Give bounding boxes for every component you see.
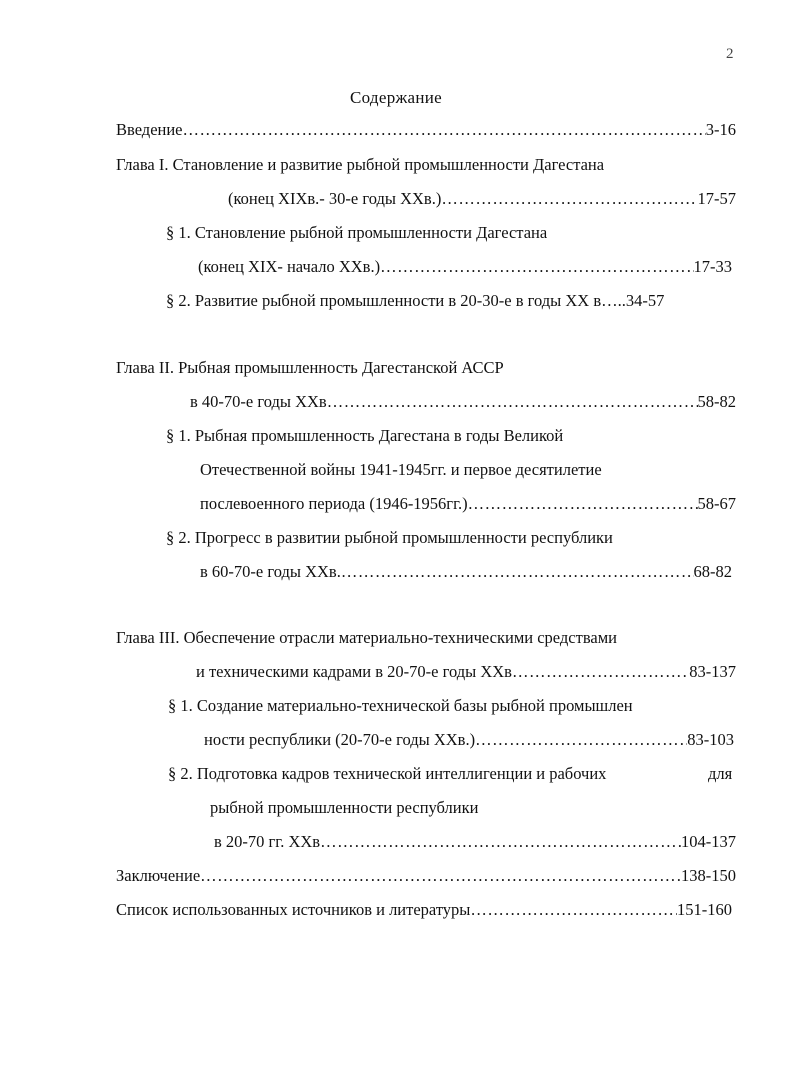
- leader-dots: [468, 494, 698, 514]
- toc-entry-pages: 104-137: [681, 832, 736, 851]
- leader-dots: [380, 257, 693, 277]
- toc-section-3-2-line1-end: для: [708, 764, 733, 783]
- toc-section-1-2[interactable]: [166, 291, 736, 311]
- toc-entry-label: и техническими кадрами в 20-70-е годы ХХв: [196, 662, 512, 681]
- toc-entry-pages: 58-67: [697, 494, 736, 513]
- toc-section-2-1-line1[interactable]: § 1. Рыбная промышленность Дагестана в годы Великой: [166, 426, 564, 445]
- leader-dots: [183, 120, 706, 140]
- toc-entry-label: Заключение: [116, 866, 201, 885]
- toc-entry-intro[interactable]: [116, 120, 736, 140]
- toc-entry-label: (конец XIХв.- 30-е годы ХХв.): [228, 189, 442, 208]
- toc-entry-label: в 20-70 гг. ХХв: [214, 832, 321, 851]
- toc-section-2-2-line2[interactable]: [200, 562, 732, 582]
- toc-chapter-2-title[interactable]: Глава II. Рыбная промышленность Дагестанской АССР: [116, 358, 504, 377]
- toc-entry-label: (конец XIX- начало XXв.): [198, 257, 381, 276]
- toc-entry-label: в 40-70-е годы XXв: [190, 392, 327, 411]
- toc-section-3-2-line1[interactable]: § 2. Подготовка кадров технической интеллигенции и рабочих: [168, 764, 607, 783]
- toc-entry-label: Список использованных источников и литературы: [116, 900, 471, 919]
- toc-entry-bibliography[interactable]: [116, 900, 732, 920]
- toc-chapter-3-title[interactable]: Глава III. Обеспечение отрасли материально-техническими средствами: [116, 628, 618, 647]
- toc-entry-pages: 17-57: [697, 189, 736, 208]
- toc-section-3-1-line1[interactable]: § 1. Создание материально-технической базы рыбной промышлен: [168, 696, 633, 715]
- toc-entry-pages: 151-160: [677, 900, 732, 919]
- toc-section-1-1-sub[interactable]: [198, 257, 732, 277]
- toc-entry-label: послевоенного периода (1946-1956гг.): [200, 494, 468, 513]
- page-number: 2: [726, 46, 734, 62]
- toc-entry-label: Введение: [116, 120, 183, 139]
- leader-dots: [475, 730, 687, 750]
- leader-dots: [512, 662, 689, 682]
- page-title: Содержание: [349, 88, 443, 107]
- leader-dots: [320, 832, 681, 852]
- toc-entry-pages: 58-82: [697, 392, 736, 411]
- toc-section-3-2-line3[interactable]: [214, 832, 736, 852]
- toc-chapter-2-sub[interactable]: [190, 392, 736, 412]
- toc-chapter-1-title[interactable]: Глава I. Становление и развитие рыбной промышленности Дагестана: [116, 155, 605, 174]
- leader-dots: [341, 562, 694, 582]
- toc-entry-pages: 138-150: [681, 866, 736, 885]
- toc-entry-conclusion[interactable]: [116, 866, 736, 886]
- toc-entry-pages: 34-57: [625, 291, 665, 310]
- toc-section-3-1-line2[interactable]: [204, 730, 734, 750]
- toc-entry-pages: 83-103: [687, 730, 734, 749]
- toc-section-2-2-line1[interactable]: § 2. Прогресс в развитии рыбной промышленности республики: [166, 528, 613, 547]
- toc-section-2-1-line3[interactable]: [200, 494, 736, 514]
- leader-dots: [470, 900, 677, 920]
- toc-entry-pages: 68-82: [693, 562, 732, 581]
- leader-dots: [200, 866, 681, 886]
- toc-chapter-3-sub[interactable]: [196, 662, 736, 682]
- toc-chapter-1-sub[interactable]: [228, 189, 736, 209]
- toc-entry-pages: 83-137: [689, 662, 736, 681]
- toc-entry-label: в 60-70-е годы ХХв.: [200, 562, 341, 581]
- toc-entry-label: ности республики (20-70-е годы ХХв.): [204, 730, 476, 749]
- toc-entry-pages: 3-16: [705, 120, 736, 139]
- toc-section-1-1-title[interactable]: § 1. Становление рыбной промышленности Дагестана: [166, 223, 548, 242]
- toc-entry-pages: 17-33: [693, 257, 732, 276]
- toc-section-2-1-line2[interactable]: Отечественной войны 1941-1945гг. и первое десятилетие: [200, 460, 602, 479]
- toc-entry-label: § 2. Развитие рыбной промышленности в 20-30-е в годы ХХ в…..: [166, 291, 626, 310]
- toc-section-3-2-line2[interactable]: рыбной промышленности республики: [210, 798, 479, 817]
- leader-dots: [327, 392, 698, 412]
- leader-dots: [441, 189, 697, 209]
